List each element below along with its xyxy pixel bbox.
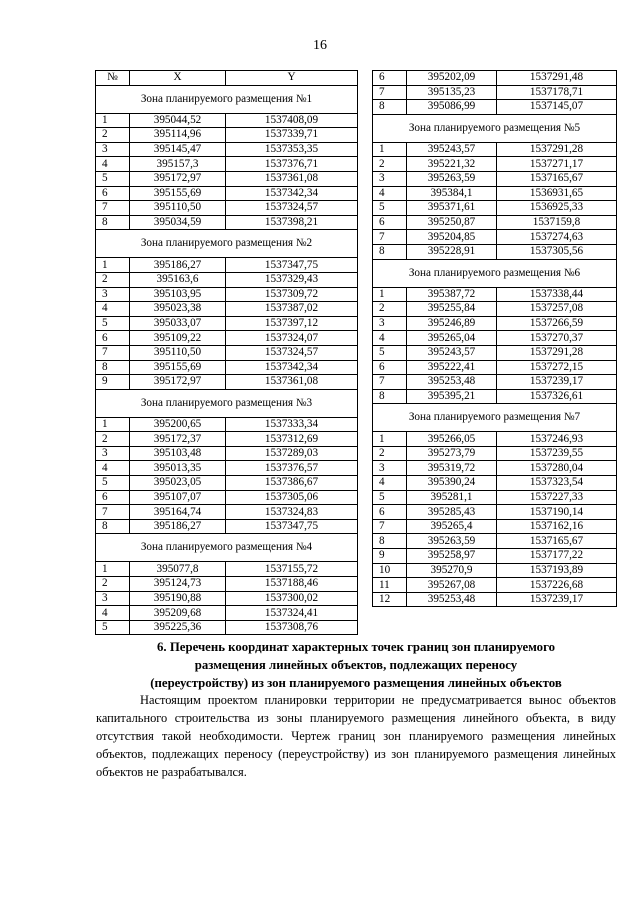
coord-x: 395145,47	[130, 142, 226, 157]
point-number: 7	[96, 201, 130, 216]
coord-x: 395110,50	[130, 345, 226, 360]
coord-y: 1537324,41	[226, 606, 358, 621]
coord-y: 1537308,76	[226, 620, 358, 635]
point-number: 1	[96, 417, 130, 432]
coord-x: 395281,1	[407, 490, 497, 505]
point-number: 5	[373, 490, 407, 505]
coord-y: 1537246,93	[497, 432, 617, 447]
coordinate-row	[373, 389, 617, 404]
coordinate-row	[373, 100, 617, 115]
point-number: 3	[373, 171, 407, 186]
coordinate-row	[373, 461, 617, 476]
coord-x: 395023,38	[130, 302, 226, 317]
coordinate-row	[96, 128, 358, 143]
coord-y: 1537408,09	[226, 113, 358, 128]
coordinate-row	[373, 171, 617, 186]
point-number: 6	[373, 505, 407, 520]
coord-y: 1537226,68	[497, 578, 617, 593]
point-number: 7	[96, 505, 130, 520]
coord-x: 395387,72	[407, 287, 497, 302]
coord-y: 1537300,02	[226, 591, 358, 606]
point-number: 8	[96, 360, 130, 375]
coord-y: 1537291,28	[497, 345, 617, 360]
point-number: 8	[373, 244, 407, 259]
coord-x: 395110,50	[130, 201, 226, 216]
coord-x: 395204,85	[407, 230, 497, 245]
header-num: №	[96, 71, 130, 86]
point-number: 7	[373, 375, 407, 390]
coordinate-row	[373, 534, 617, 549]
point-number: 4	[373, 476, 407, 491]
coordinate-row	[96, 157, 358, 172]
coord-x: 395390,24	[407, 476, 497, 491]
coordinate-row	[373, 549, 617, 564]
point-number: 5	[96, 620, 130, 635]
point-number: 9	[96, 375, 130, 390]
point-number: 3	[96, 446, 130, 461]
coord-x: 395273,79	[407, 446, 497, 461]
coord-y: 1537342,34	[226, 360, 358, 375]
zone-header-row	[96, 85, 358, 113]
coordinate-row	[373, 505, 617, 520]
coord-y: 1537342,34	[226, 186, 358, 201]
point-number: 6	[373, 360, 407, 375]
coordinate-row	[96, 186, 358, 201]
coord-x: 395190,88	[130, 591, 226, 606]
left-coordinates-table	[95, 70, 358, 635]
coord-y: 1537305,06	[226, 490, 358, 505]
point-number: 12	[373, 592, 407, 607]
coord-x: 395246,89	[407, 316, 497, 331]
header-x: X	[130, 71, 226, 86]
coord-x: 395222,41	[407, 360, 497, 375]
coord-y: 1537145,07	[497, 100, 617, 115]
coord-x: 395384,1	[407, 186, 497, 201]
coord-y: 1537291,48	[497, 71, 617, 86]
coordinate-row	[373, 432, 617, 447]
coord-y: 1537271,17	[497, 157, 617, 172]
coordinate-row	[96, 620, 358, 635]
page-number: 16	[313, 38, 327, 53]
coordinate-row	[373, 157, 617, 172]
point-number: 2	[96, 432, 130, 447]
coord-y: 1537155,72	[226, 562, 358, 577]
coordinate-row	[96, 606, 358, 621]
coordinate-row	[373, 578, 617, 593]
coord-y: 1537257,08	[497, 302, 617, 317]
coord-y: 1537239,17	[497, 592, 617, 607]
coord-y: 1537326,61	[497, 389, 617, 404]
coord-x: 395250,87	[407, 215, 497, 230]
coord-x: 395086,99	[407, 100, 497, 115]
coord-x: 395371,61	[407, 201, 497, 216]
coord-y: 1537347,75	[226, 258, 358, 273]
point-number: 4	[96, 157, 130, 172]
coord-y: 1537386,67	[226, 476, 358, 491]
coordinate-row	[373, 287, 617, 302]
table-header-row	[96, 71, 358, 86]
coord-x: 395202,09	[407, 71, 497, 86]
zone-header-row	[373, 404, 617, 432]
zone-header-row	[96, 534, 358, 562]
point-number: 4	[373, 331, 407, 346]
coord-y: 1537376,57	[226, 461, 358, 476]
coordinate-row	[373, 592, 617, 607]
coord-y: 1537239,17	[497, 375, 617, 390]
point-number: 8	[373, 534, 407, 549]
point-number: 1	[96, 258, 130, 273]
coordinate-row	[96, 171, 358, 186]
point-number: 4	[373, 186, 407, 201]
point-number: 3	[96, 591, 130, 606]
coordinate-row	[96, 360, 358, 375]
coord-y: 1537272,15	[497, 360, 617, 375]
coord-x: 395209,68	[130, 606, 226, 621]
coord-y: 1537339,71	[226, 128, 358, 143]
coord-y: 1537274,63	[497, 230, 617, 245]
point-number: 2	[373, 157, 407, 172]
coordinate-row	[373, 142, 617, 157]
coordinate-row	[96, 577, 358, 592]
coord-x: 395172,97	[130, 171, 226, 186]
zone-header-row	[96, 230, 358, 258]
point-number: 5	[373, 201, 407, 216]
coordinate-row	[373, 360, 617, 375]
point-number: 4	[96, 461, 130, 476]
coordinate-row	[96, 113, 358, 128]
coordinate-row	[96, 375, 358, 390]
coord-y: 1537387,02	[226, 302, 358, 317]
point-number: 2	[373, 446, 407, 461]
coord-y: 1537266,59	[497, 316, 617, 331]
coordinate-row	[373, 446, 617, 461]
coord-x: 395285,43	[407, 505, 497, 520]
coord-y: 1537227,33	[497, 490, 617, 505]
coord-y: 1537329,43	[226, 272, 358, 287]
coordinate-row	[96, 490, 358, 505]
coord-y: 1537361,08	[226, 171, 358, 186]
coord-y: 1537305,56	[497, 244, 617, 259]
zone-header-row	[96, 389, 358, 417]
coordinate-row	[96, 302, 358, 317]
coord-x: 395044,52	[130, 113, 226, 128]
coord-y: 1537312,69	[226, 432, 358, 447]
coord-x: 395124,73	[130, 577, 226, 592]
coord-x: 395077,8	[130, 562, 226, 577]
section-heading-line: (переустройству) из зон планируемого размещения линейных объектов	[150, 676, 562, 690]
point-number: 7	[373, 519, 407, 534]
coord-x: 395155,69	[130, 360, 226, 375]
zone-title: Зона планируемого размещения №7	[373, 404, 617, 432]
point-number: 8	[96, 215, 130, 230]
coordinate-row	[373, 186, 617, 201]
coord-y: 1537324,57	[226, 345, 358, 360]
coord-x: 395034,59	[130, 215, 226, 230]
coordinate-row	[96, 591, 358, 606]
coord-x: 395265,04	[407, 331, 497, 346]
point-number: 6	[96, 490, 130, 505]
coord-x: 395164,74	[130, 505, 226, 520]
coordinate-row	[96, 331, 358, 346]
coord-y: 1537338,44	[497, 287, 617, 302]
coord-x: 395114,96	[130, 128, 226, 143]
coord-y: 1537190,14	[497, 505, 617, 520]
coordinate-row	[373, 85, 617, 100]
coordinate-row	[96, 316, 358, 331]
coord-y: 1537289,03	[226, 446, 358, 461]
point-number: 6	[96, 186, 130, 201]
point-number: 3	[96, 287, 130, 302]
coord-x: 395163,6	[130, 272, 226, 287]
coordinate-row	[373, 230, 617, 245]
point-number: 11	[373, 578, 407, 593]
coordinate-row	[373, 71, 617, 86]
coord-y: 1537178,71	[497, 85, 617, 100]
coordinate-row	[96, 519, 358, 534]
coord-x: 395270,9	[407, 563, 497, 578]
coord-x: 395265,4	[407, 519, 497, 534]
point-number: 2	[96, 128, 130, 143]
point-number: 7	[96, 345, 130, 360]
coord-y: 1537159,8	[497, 215, 617, 230]
coord-x: 395221,32	[407, 157, 497, 172]
coordinate-row	[96, 201, 358, 216]
section-heading-line: размещения линейных объектов, подлежащих переносу	[194, 658, 518, 672]
coordinate-row	[373, 244, 617, 259]
point-number: 4	[96, 606, 130, 621]
zone-header-row	[373, 114, 617, 142]
coordinate-row	[96, 432, 358, 447]
point-number: 5	[373, 345, 407, 360]
coord-y: 1537193,89	[497, 563, 617, 578]
section-heading	[96, 638, 616, 692]
coord-x: 395266,05	[407, 432, 497, 447]
zone-title: Зона планируемого размещения №1	[96, 85, 358, 113]
coord-y: 1537398,21	[226, 215, 358, 230]
coord-x: 395263,59	[407, 171, 497, 186]
point-number: 6	[373, 71, 407, 86]
coord-y: 1537239,55	[497, 446, 617, 461]
coord-y: 1537270,37	[497, 331, 617, 346]
zone-title: Зона планируемого размещения №6	[373, 259, 617, 287]
coordinate-row	[96, 345, 358, 360]
coordinate-row	[96, 417, 358, 432]
coordinate-row	[373, 302, 617, 317]
coord-x: 395253,48	[407, 592, 497, 607]
coord-x: 395033,07	[130, 316, 226, 331]
coordinate-row	[96, 446, 358, 461]
coord-y: 1537309,72	[226, 287, 358, 302]
header-y: Y	[226, 71, 358, 86]
coord-y: 1537323,54	[497, 476, 617, 491]
coordinate-row	[373, 563, 617, 578]
coord-x: 395200,65	[130, 417, 226, 432]
coordinate-row	[373, 316, 617, 331]
point-number: 1	[373, 142, 407, 157]
point-number: 8	[96, 519, 130, 534]
coord-y: 1537162,16	[497, 519, 617, 534]
coord-x: 395395,21	[407, 389, 497, 404]
point-number: 6	[373, 215, 407, 230]
coord-x: 395186,27	[130, 519, 226, 534]
coordinate-row	[96, 142, 358, 157]
coord-y: 1537333,34	[226, 417, 358, 432]
coordinate-row	[373, 331, 617, 346]
coord-y: 1537353,35	[226, 142, 358, 157]
coordinate-row	[96, 562, 358, 577]
zone-title: Зона планируемого размещения №2	[96, 230, 358, 258]
coordinate-row	[96, 461, 358, 476]
coord-y: 1537324,07	[226, 331, 358, 346]
coord-x: 395258,97	[407, 549, 497, 564]
coord-x: 395253,48	[407, 375, 497, 390]
coordinate-row	[373, 375, 617, 390]
coord-x: 395023,05	[130, 476, 226, 491]
coord-x: 395263,59	[407, 534, 497, 549]
coord-x: 395157,3	[130, 157, 226, 172]
point-number: 2	[96, 272, 130, 287]
coord-x: 395172,37	[130, 432, 226, 447]
coord-y: 1537165,67	[497, 171, 617, 186]
coord-x: 395319,72	[407, 461, 497, 476]
zone-header-row	[373, 259, 617, 287]
point-number: 8	[373, 100, 407, 115]
coordinate-row	[373, 519, 617, 534]
coord-y: 1537347,75	[226, 519, 358, 534]
coord-x: 395228,91	[407, 244, 497, 259]
coord-x: 395225,36	[130, 620, 226, 635]
coordinate-row	[96, 272, 358, 287]
coord-x: 395107,07	[130, 490, 226, 505]
section-heading-line: 6. Перечень координат характерных точек границ зон планируемого	[157, 640, 555, 654]
point-number: 7	[373, 85, 407, 100]
coord-x: 395243,57	[407, 345, 497, 360]
coord-y: 1537165,67	[497, 534, 617, 549]
coordinate-row	[96, 505, 358, 520]
coord-y: 1537324,57	[226, 201, 358, 216]
zone-title: Зона планируемого размещения №5	[373, 114, 617, 142]
coord-x: 395255,84	[407, 302, 497, 317]
point-number: 3	[96, 142, 130, 157]
point-number: 9	[373, 549, 407, 564]
coord-y: 1537397,12	[226, 316, 358, 331]
right-coordinates-table	[372, 70, 617, 607]
coordinate-row	[96, 476, 358, 491]
coordinate-row	[96, 215, 358, 230]
coord-y: 1536931,65	[497, 186, 617, 201]
coordinate-row	[373, 215, 617, 230]
coord-x: 395103,48	[130, 446, 226, 461]
point-number: 4	[96, 302, 130, 317]
point-number: 10	[373, 563, 407, 578]
point-number: 5	[96, 476, 130, 491]
point-number: 3	[373, 316, 407, 331]
coord-y: 1537324,83	[226, 505, 358, 520]
section-body-text: Настоящим проектом планировки территории не предусматривается вынос объектов капитального строительства из зоны планируемого размещения линейного объекта, в виду отсутствия такой необходимости. Чертеж границ зон планируемого размещения линейных объектов, подлежащих переносу (переустройству) из зон планируемого размещения линейных объектов не разрабатывался.	[96, 693, 616, 779]
coordinate-row	[373, 345, 617, 360]
coord-y: 1536925,33	[497, 201, 617, 216]
coord-x: 395155,69	[130, 186, 226, 201]
point-number: 2	[373, 302, 407, 317]
point-number: 5	[96, 171, 130, 186]
coord-y: 1537188,46	[226, 577, 358, 592]
coord-x: 395243,57	[407, 142, 497, 157]
coordinate-row	[373, 476, 617, 491]
coord-x: 395267,08	[407, 578, 497, 593]
coordinate-row	[373, 201, 617, 216]
point-number: 5	[96, 316, 130, 331]
point-number: 1	[373, 432, 407, 447]
point-number: 1	[96, 562, 130, 577]
zone-title: Зона планируемого размещения №3	[96, 389, 358, 417]
coordinate-row	[96, 258, 358, 273]
point-number: 7	[373, 230, 407, 245]
coord-x: 395186,27	[130, 258, 226, 273]
coord-y: 1537361,08	[226, 375, 358, 390]
coord-x: 395109,22	[130, 331, 226, 346]
point-number: 3	[373, 461, 407, 476]
zone-title: Зона планируемого размещения №4	[96, 534, 358, 562]
coordinate-row	[96, 287, 358, 302]
coord-x: 395013,35	[130, 461, 226, 476]
coordinate-row	[373, 490, 617, 505]
point-number: 8	[373, 389, 407, 404]
point-number: 2	[96, 577, 130, 592]
coord-x: 395172,97	[130, 375, 226, 390]
coord-y: 1537291,28	[497, 142, 617, 157]
point-number: 1	[96, 113, 130, 128]
coord-x: 395135,23	[407, 85, 497, 100]
point-number: 6	[96, 331, 130, 346]
coord-y: 1537376,71	[226, 157, 358, 172]
coord-y: 1537280,04	[497, 461, 617, 476]
point-number: 1	[373, 287, 407, 302]
coord-y: 1537177,22	[497, 549, 617, 564]
coord-x: 395103,95	[130, 287, 226, 302]
